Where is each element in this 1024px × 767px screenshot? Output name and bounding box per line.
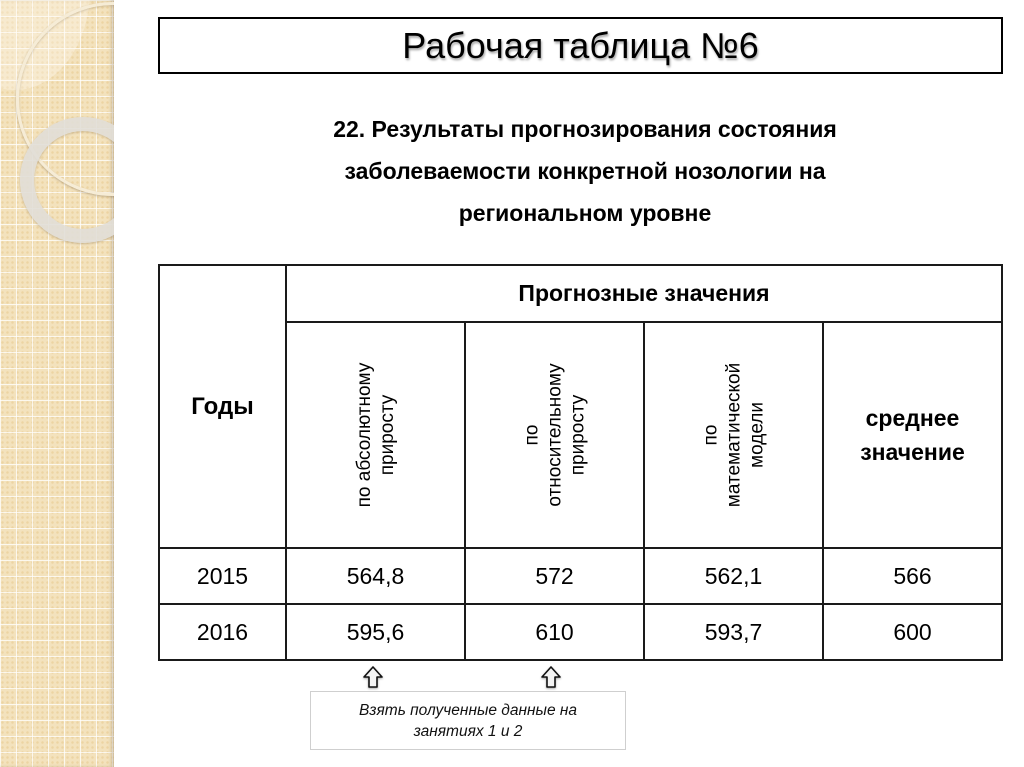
up-arrow-icon (541, 666, 561, 688)
header-line: приросту (567, 394, 588, 476)
table-row (159, 604, 1002, 660)
header-absolute-growth (286, 322, 465, 548)
header-years: Годы (159, 265, 286, 548)
header-line: приросту (376, 394, 398, 476)
header-line: по абсолютному (353, 362, 375, 508)
heading-line: 22. Результаты прогнозирования состояния (333, 116, 837, 142)
heading-line: заболеваемости конкретной нозологии на (344, 158, 826, 184)
header-relative-growth (465, 322, 644, 548)
header-line: по (521, 424, 542, 446)
callout-note (310, 691, 626, 750)
header-line: по (700, 424, 721, 446)
cell-math-model: 562,1 (644, 548, 823, 604)
forecast-table (158, 264, 1003, 661)
up-arrow-icon (363, 666, 383, 688)
callout-line: занятиях 1 и 2 (413, 722, 523, 740)
cell-relative: 610 (465, 604, 644, 660)
section-heading (230, 108, 940, 234)
cell-absolute: 595,6 (286, 604, 465, 660)
cell-math-model: 593,7 (644, 604, 823, 660)
cell-average: 600 (823, 604, 1002, 660)
callout-line: Взять полученные данные на (358, 701, 578, 719)
header-line: модели (746, 402, 767, 468)
decorative-side-strip (0, 0, 114, 767)
slide-title: Рабочая таблица №6 (402, 24, 759, 66)
heading-line: региональном уровне (458, 200, 712, 226)
header-line: значение (860, 439, 965, 465)
cell-year: 2016 (159, 604, 286, 660)
table-row (159, 548, 1002, 604)
header-math-model (644, 322, 823, 548)
header-line: относительному (544, 363, 565, 507)
header-average (823, 322, 1002, 548)
slide-title-box (158, 17, 1003, 74)
header-forecast-values: Прогнозные значения (286, 265, 1002, 322)
header-line: среднее (865, 405, 960, 431)
cell-relative: 572 (465, 548, 644, 604)
cell-average: 566 (823, 548, 1002, 604)
cell-absolute: 564,8 (286, 548, 465, 604)
cell-year: 2015 (159, 548, 286, 604)
header-line: математической (723, 362, 744, 508)
